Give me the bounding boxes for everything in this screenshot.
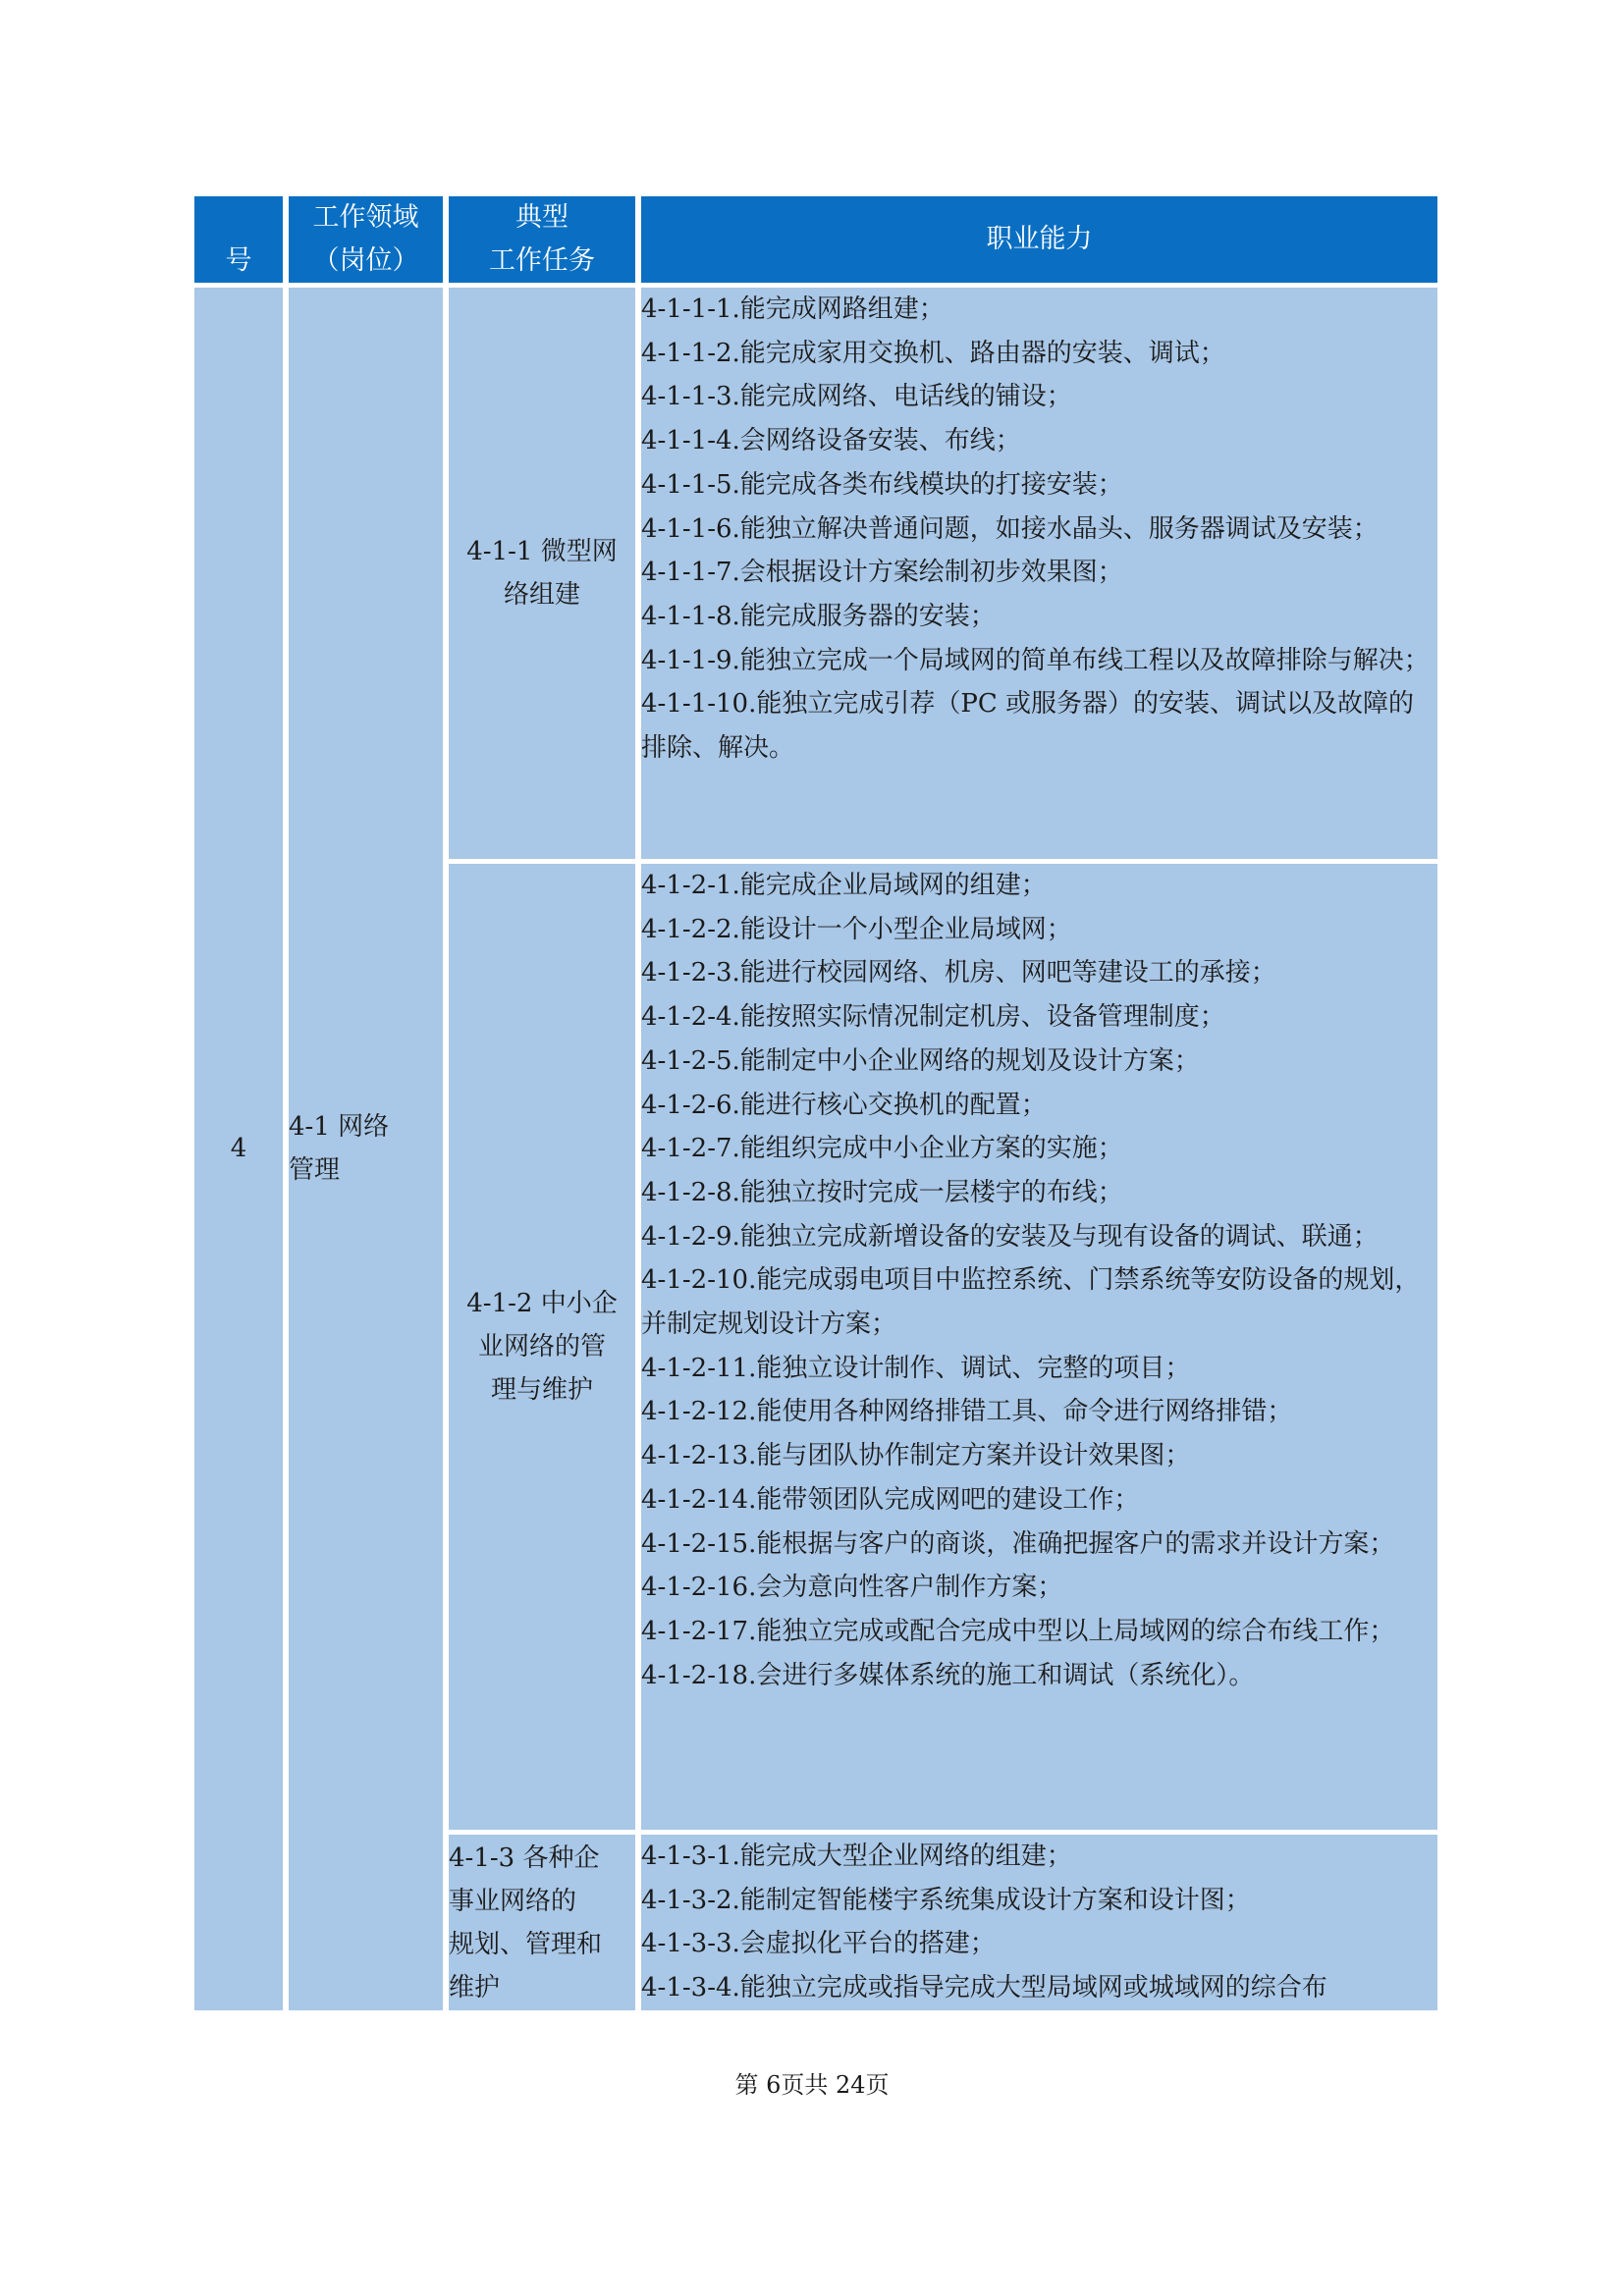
ability-item: 4-1-3-3.会虚拟化平台的搭建； xyxy=(641,1929,996,1959)
ability-item: 4-1-2-12.能使用各种网络排错工具、命令进行网络排错； xyxy=(641,1397,1293,1427)
ability-item: 4-1-2-18.会进行多媒体系统的施工和调试（系统化）。 xyxy=(641,1660,1255,1690)
task-cell-1: 4-1-1 微型网 络组建 xyxy=(449,288,635,859)
ability-item: 4-1-2-14.能带领团队完成网吧的建设工作； xyxy=(641,1484,1140,1515)
ability-item: 4-1-1-5.能完成各类布线模块的打接安装； xyxy=(641,469,1123,500)
page-footer: 第 6页共 24页 xyxy=(734,2071,890,2099)
ability-item: 4-1-1-2.能完成家用交换机、路由器的安装、调试； xyxy=(641,338,1225,368)
ability-item: 4-1-2-2.能设计一个小型企业局域网； xyxy=(641,914,1072,944)
competency-table xyxy=(194,196,1437,2017)
ability-item: 4-1-1-4.会网络设备安装、布线； xyxy=(641,426,1021,456)
ability-item: 4-1-2-7.能组织完成中小企业方案的实施； xyxy=(641,1134,1123,1164)
ability-item: 4-1-2-13.能与团队协作制定方案并设计效果图； xyxy=(641,1441,1191,1471)
ability-item: 4-1-2-1.能完成企业局域网的组建； xyxy=(641,871,1047,900)
ability-item: 4-1-1-9.能独立完成一个局域网的简单布线工程以及故障排除与解决； xyxy=(641,645,1430,675)
header-vocational-ability: 职业能力 xyxy=(641,196,1437,283)
ability-item: 4-1-2-3.能进行校园网络、机房、网吧等建设工的承接； xyxy=(641,958,1276,988)
ability-item: 4-1-2-16.会为意向性客户制作方案； xyxy=(641,1573,1063,1603)
ability-item: 4-1-2-5.能制定中小企业网络的规划及设计方案； xyxy=(641,1045,1200,1076)
ability-item: 4-1-2-4.能按照实际情况制定机房、设备管理制度； xyxy=(641,1002,1225,1033)
task-cell-3: 4-1-3 各种企 事业网络的 规划、管理和 维护 xyxy=(449,1835,635,2010)
ability-item: 4-1-2-17.能独立完成或配合完成中型以上局域网的综合布线工作； xyxy=(641,1616,1395,1646)
ability-item: 4-1-3-1.能完成大型企业网络的组建； xyxy=(641,1842,1072,1871)
ability-item: 4-1-1-8.能完成服务器的安装； xyxy=(641,601,996,631)
ability-item: 4-1-3-2.能制定智能楼宇系统集成设计方案和设计图； xyxy=(641,1885,1251,1915)
header-typical-task: 典型 工作任务 xyxy=(449,196,635,283)
ability-item: 4-1-2-10.能完成弱电项目中监控系统、门禁系统等安防设备的规划，并制定规划设计方案； xyxy=(641,1265,1421,1340)
ability-list-1 xyxy=(641,288,1437,859)
table-row xyxy=(194,288,1437,859)
work-area-cell: 4-1 网络 管理 xyxy=(289,288,443,2010)
ability-item: 4-1-2-15.能根据与客户的商谈，准确把握客户的需求并设计方案； xyxy=(641,1528,1395,1559)
ability-item: 4-1-1-7.会根据设计方案绘制初步效果图； xyxy=(641,558,1123,588)
table-header-row xyxy=(194,196,1437,283)
ability-item: 4-1-2-11.能独立设计制作、调试、完整的项目； xyxy=(641,1353,1191,1383)
ability-item: 4-1-1-6.能独立解决普通问题，如接水晶头、服务器调试及安装； xyxy=(641,513,1379,544)
ability-item: 4-1-3-4.能独立完成或指导完成大型局域网或城域网的综合布 xyxy=(641,1973,1327,2003)
ability-item: 4-1-1-1.能完成网路组建； xyxy=(641,294,945,324)
header-number: 号 xyxy=(194,196,283,283)
task-cell-2: 4-1-2 中小企 业网络的管 理与维护 xyxy=(449,864,635,1830)
ability-item: 4-1-2-6.能进行核心交换机的配置； xyxy=(641,1090,1047,1120)
table xyxy=(189,191,1443,2015)
ability-item: 4-1-1-3.能完成网络、电话线的铺设； xyxy=(641,382,1072,412)
ability-item: 4-1-2-9.能独立完成新增设备的安装及与现有设备的调试、联通； xyxy=(641,1221,1379,1252)
ability-item: 4-1-1-10.能独立完成引荐（PC 或服务器）的安装、调试以及故障的排除、解决。 xyxy=(641,689,1414,764)
row-number: 4 xyxy=(194,288,283,2010)
header-work-area: 工作领域 （岗位） xyxy=(289,196,443,283)
ability-list-3 xyxy=(641,1835,1437,2010)
ability-list-2 xyxy=(641,864,1437,1830)
ability-item: 4-1-2-8.能独立按时完成一层楼宇的布线； xyxy=(641,1177,1123,1207)
